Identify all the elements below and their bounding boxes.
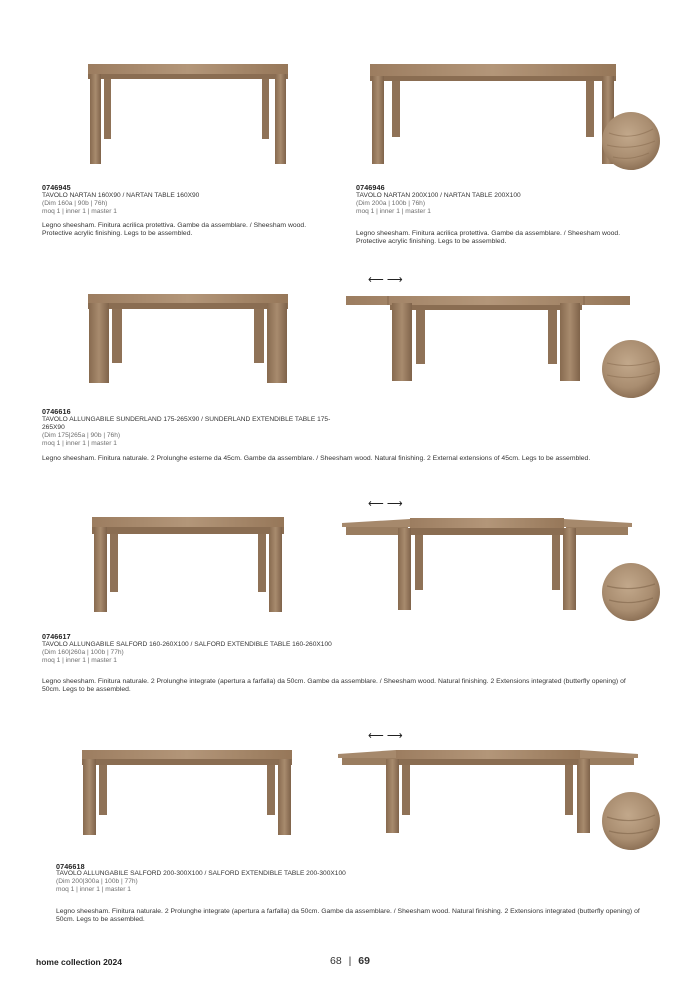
product-moq: moq 1 | inner 1 | master 1: [42, 208, 117, 215]
product-moq: moq 1 | inner 1 | master 1: [42, 657, 117, 664]
product-dims: (Dim 200a | 100b | 76h): [356, 200, 426, 207]
nartan-160-table-image: [86, 60, 290, 168]
extend-arrows-icon: ⟵ ⟶: [368, 730, 403, 742]
product-title: TAVOLO ALLUNGABILE SALFORD 200-300X100 / SALFORD EXTENDIBLE TABLE 200-300X100: [56, 870, 346, 877]
page-left: 68: [330, 955, 342, 967]
product-code: 0746617: [42, 632, 71, 641]
wood-swatch-icon: [601, 562, 661, 622]
salford-200-extended-table-image: [336, 748, 640, 838]
product-title: TAVOLO NARTAN 200X100 / NARTAN TABLE 200X100: [356, 192, 521, 199]
product-moq: moq 1 | inner 1 | master 1: [42, 440, 117, 447]
product-description: Legno sheesham. Finitura naturale. 2 Prolunghe esterne da 45cm. Gambe da assemblare. / Sheesham wood. Natural finishing. 2 External extensions of 45cm. Legs to be assembled.: [42, 455, 591, 462]
sunderland-closed-table-image: [86, 292, 290, 386]
extend-arrows-icon: ⟵ ⟶: [368, 274, 403, 286]
nartan-200-table-image: [368, 60, 618, 168]
salford-160-extended-table-image: [340, 515, 634, 615]
product-dims: (Dim 200|300a | 100b | 77h): [56, 878, 138, 885]
footer-brand: home collection 2024: [36, 957, 122, 967]
product-description: Legno sheesham. Finitura naturale. 2 Prolunghe integrate (apertura a farfalla) da 50cm. Gambe da assemblare. / Sheesham wood. Natural finishing. 2 Extensions integrated (butterfly opening) of 50cm. Legs to be assembled.: [42, 678, 626, 694]
salford-200-closed-table-image: [80, 748, 294, 838]
product-description: Legno sheesham. Finitura acrilica protettiva. Gambe da assemblare. / Sheesham wood. Protective acrylic finishing. Legs to be assembled.: [42, 222, 307, 238]
product-dims: (Dim 160a | 90b | 76h): [42, 200, 108, 207]
product-code: 0746618: [56, 862, 85, 871]
product-title: TAVOLO NARTAN 160X90 / NARTAN TABLE 160X90: [42, 192, 200, 199]
extend-arrows-icon: ⟵ ⟶: [368, 498, 403, 510]
sunderland-extended-table-image: [344, 292, 632, 386]
wood-swatch-icon: [601, 339, 661, 399]
salford-160-closed-table-image: [90, 515, 286, 615]
page-right: 69: [358, 955, 370, 967]
wood-swatch-icon: [601, 111, 661, 171]
product-code: 0746616: [42, 407, 71, 416]
wood-swatch-icon: [601, 791, 661, 851]
product-code: 0746946: [356, 183, 385, 192]
product-code: 0746945: [42, 183, 71, 192]
page-numbers: [330, 955, 370, 967]
product-description: Legno sheesham. Finitura acrilica protettiva. Gambe da assemblare. / Sheesham wood. Protective acrylic finishing. Legs to be assembled.: [356, 230, 621, 246]
product-title: TAVOLO ALLUNGABILE SALFORD 160-260X100 / SALFORD EXTENDIBLE TABLE 160-260X100: [42, 641, 332, 648]
product-moq: moq 1 | inner 1 | master 1: [356, 208, 431, 215]
product-description: Legno sheesham. Finitura naturale. 2 Prolunghe integrate (apertura a farfalla) da 50cm. Gambe da assemblare. / Sheesham wood. Natural finishing. 2 Extensions integrated (butterfly opening) of 50cm. Legs to be assembled.: [56, 908, 640, 924]
product-dims: (Dim 175|265a | 90b | 76h): [42, 432, 121, 439]
product-dims: (Dim 160|260a | 100b | 77h): [42, 649, 124, 656]
page-separator: |: [348, 955, 352, 967]
product-title: TAVOLO ALLUNGABILE SUNDERLAND 175-265X90 / SUNDERLAND EXTENDIBLE TABLE 175-265X90: [42, 416, 331, 432]
product-moq: moq 1 | inner 1 | master 1: [56, 886, 131, 893]
